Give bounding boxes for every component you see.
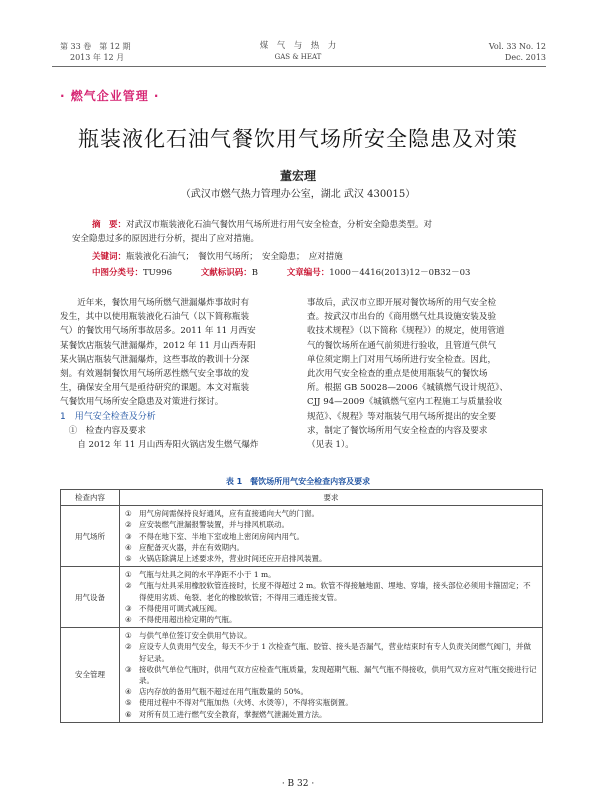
classification — [92, 266, 542, 280]
body-line: 单位须定期上门对用气场所进行安全检查。因此， — [307, 354, 497, 365]
requirement-item — [125, 641, 537, 663]
keywords-text: 瓶装液化石油气； 餐饮用气场所； 安全隐患； 应对措施 — [126, 252, 343, 262]
requirement-item — [125, 569, 537, 580]
requirement-item — [125, 709, 537, 720]
abstract-label: 摘 要： — [92, 220, 127, 230]
table-caption: 表 1 餐饮场所用气安全检查内容及要求 — [225, 477, 371, 486]
requirement-item — [125, 508, 537, 519]
item-text: 火锅店除满足上述要求外，营业时间还应开启排风装置。 — [139, 554, 327, 564]
body-line: 收技术规程》（以下简称《规程》）的规定，使用管道 — [307, 326, 505, 337]
header-volume: 第 33 卷 第 12 期 — [60, 42, 131, 51]
item-number: ③ — [125, 531, 132, 541]
clc-value: TU996 — [143, 268, 173, 278]
category-cell: 用气场所 — [61, 506, 120, 567]
abstract-cont — [72, 232, 542, 246]
body-line: 此次用气安全检查的重点是使用瓶装气的餐饮场 — [307, 369, 488, 380]
body-line: 某火锅店瓶装气泄漏爆炸，这些事故的教训十分深 — [60, 354, 250, 365]
requirements-cell — [120, 506, 543, 567]
body-line: 规范》、《规程》等对瓶装气用气场所提出的安全要 — [307, 411, 497, 422]
requirements-cell — [120, 567, 543, 628]
abstract-text-2: 安全隐患过多的原因进行分析，提出了应对措施。 — [72, 234, 260, 244]
item-number: ① — [125, 631, 132, 641]
doc-code-label: 文献标识码： — [200, 268, 252, 278]
keywords-label: 关键词： — [92, 252, 127, 262]
item-number: ① — [125, 570, 132, 580]
body-line: 发生，其中以使用瓶装液化石油气（以下简称瓶装 — [60, 312, 250, 323]
requirements-table — [60, 489, 543, 723]
author: 董宏理 — [279, 169, 316, 183]
item-number: ⑤ — [125, 698, 132, 708]
item-text: 气瓶与灶具之间的水平净距不小于 1 m。 — [139, 570, 276, 580]
item-number: ② — [125, 520, 132, 530]
body-line: 查。按武汉市出台的《商用燃气灶具设施安装及验 — [307, 312, 497, 323]
requirement-item — [125, 531, 537, 542]
body-line: CJJ 94—2009《城镇燃气室内工程施工与质量验收 — [307, 397, 503, 408]
item-number: ③ — [125, 603, 132, 613]
requirement-item — [125, 614, 537, 625]
abstract — [92, 218, 542, 232]
header-rule — [52, 66, 546, 67]
body-line: 近年来，餐饮用气场所燃气泄漏爆炸事故时有 — [77, 298, 250, 308]
category-cell: 用气设备 — [61, 567, 120, 628]
item-text: 使用过程中不得对气瓶加热（火烤、水烫等），不得将实瓶倒置。 — [139, 698, 353, 708]
item-text: 接收供气单位气瓶时，供用气双方应检查气瓶质量，发现超期气瓶、漏气气瓶不得接收，供用气双方应对气瓶交接进行记录。 — [139, 664, 537, 686]
col-header-content: 检查内容 — [61, 490, 120, 506]
col-header-requirements: 要求 — [120, 490, 543, 506]
table-row — [61, 506, 543, 567]
article-title: 瓶装液化石油气餐饮用气场所安全隐患及对策 — [78, 127, 518, 151]
header-date: 2013 年 12 月 — [70, 53, 125, 62]
item-text: 应安装燃气泄漏报警装置，并与排风机联动。 — [139, 520, 289, 530]
table-row — [61, 567, 543, 628]
subsection-heading: ① 检查内容及要求 — [68, 425, 146, 436]
item-text: 应设专人负责用气安全，每天不少于 1 次检查气瓶、胶管、接头是否漏气，营业结束时有专人负责关闭燃气阀门，并做好记录。 — [139, 642, 532, 663]
body-line: 自 2012 年 11 月山西寿阳火锅店发生燃气爆炸 — [77, 440, 259, 451]
article-no-label: 文章编号： — [286, 268, 330, 278]
body-line: 求，制定了餐饮场所用气安全检查的内容及要求 — [307, 425, 488, 436]
item-text: 对所有员工进行燃气安全教育，掌握燃气泄漏处置方法。 — [139, 709, 327, 719]
header-date-en: Dec. 2013 — [504, 53, 546, 62]
body-line: （见表 1）。 — [307, 440, 354, 451]
section-heading-1: 1 用气安全检查及分析 — [60, 411, 156, 422]
item-number: ④ — [125, 615, 132, 625]
item-number: ① — [125, 509, 132, 519]
requirement-item — [125, 519, 537, 530]
journal-name-cn: 煤 气 与 热 力 — [259, 41, 337, 51]
item-text: 店内存放的备用气瓶不超过在用气瓶数量的 50%。 — [139, 687, 309, 697]
category-cell: 安全管理 — [61, 628, 120, 723]
body-line: 所。根据 GB 50028—2006《城镇燃气设计规范》、 — [307, 383, 509, 394]
item-number: ④ — [125, 687, 132, 697]
body-line: 气）的餐饮用气场所事故居多。2011 年 11 月西安 — [60, 326, 256, 337]
body-line: 生，确保安全用气是亟待研究的课题。本文对瓶装 — [60, 383, 250, 394]
item-text: 气瓶与灶具采用橡胶软管连接时，长度不得超过 2 m。软管不得接触地面、埋地、穿墙，接头部位必须用卡箍固定；不得使用劣质、龟裂、老化的橡胶软管；不得用三通连接支管。 — [139, 581, 531, 602]
item-text: 与供气单位签订安全供用气协议。 — [139, 631, 252, 641]
page-number: · B 32 · — [281, 779, 315, 789]
body-line: 某餐饮店瓶装气泄漏爆炸，2012 年 11 月山西寿阳 — [60, 340, 256, 351]
item-text: 不得在地下室、半地下室或地上密闭房间内用气。 — [139, 531, 304, 541]
article-no-value: 1000－4416(2013)12－0B32－03 — [329, 268, 471, 278]
body-left-column — [60, 296, 296, 452]
item-number: ⑥ — [125, 709, 132, 719]
item-text: 用气房间需保持良好通风，应有直接通向大气的门窗。 — [139, 509, 319, 519]
requirement-item — [125, 664, 537, 686]
table-header-row — [61, 490, 543, 506]
body-right-column — [307, 296, 545, 452]
item-number: ② — [125, 581, 132, 591]
requirement-item — [125, 630, 537, 641]
body-line: 气餐饮用气场所安全隐患及对策进行探讨。 — [60, 397, 224, 408]
requirement-item — [125, 686, 537, 697]
item-number: ② — [125, 642, 132, 652]
requirements-cell — [120, 628, 543, 723]
table-body — [61, 506, 543, 723]
item-number: ③ — [125, 664, 132, 674]
item-text: 应配备灭火器，并在有效期内。 — [139, 542, 244, 552]
requirement-item — [125, 697, 537, 708]
requirement-item — [125, 542, 537, 553]
requirement-item — [125, 553, 537, 564]
item-text: 不得使用可调式减压阀。 — [139, 603, 222, 613]
requirement-item — [125, 603, 537, 614]
item-number: ⑤ — [125, 554, 132, 564]
requirement-item — [125, 580, 537, 602]
keywords — [92, 250, 542, 264]
item-number: ④ — [125, 542, 132, 552]
affiliation: （武汉市燃气热力管理办公室，湖北 武汉 430015） — [180, 189, 416, 200]
body-line: 事故后，武汉市立即开展对餐饮场所的用气安全检 — [307, 298, 497, 308]
section-tag: · 燃气企业管理 · — [60, 89, 160, 103]
table-row — [61, 628, 543, 723]
clc-label: 中图分类号： — [92, 268, 144, 278]
abstract-text-1: 对武汉市瓶装液化石油气餐饮用气场所进行用气安全检查，分析安全隐患类型。对 — [126, 220, 433, 230]
header-vol-en: Vol. 33 No. 12 — [488, 42, 546, 51]
body-line: 气的餐饮场所在通气前须进行验收，且管道气供气 — [307, 340, 497, 351]
journal-name-en: GAS & HEAT — [274, 53, 322, 61]
doc-code-value: B — [251, 268, 259, 278]
body-line: 刻。有效遏制餐饮用气场所恶性燃气安全事故的发 — [60, 369, 250, 380]
header-right — [480, 41, 546, 63]
item-text: 不得使用超出检定期的气瓶。 — [139, 615, 237, 625]
